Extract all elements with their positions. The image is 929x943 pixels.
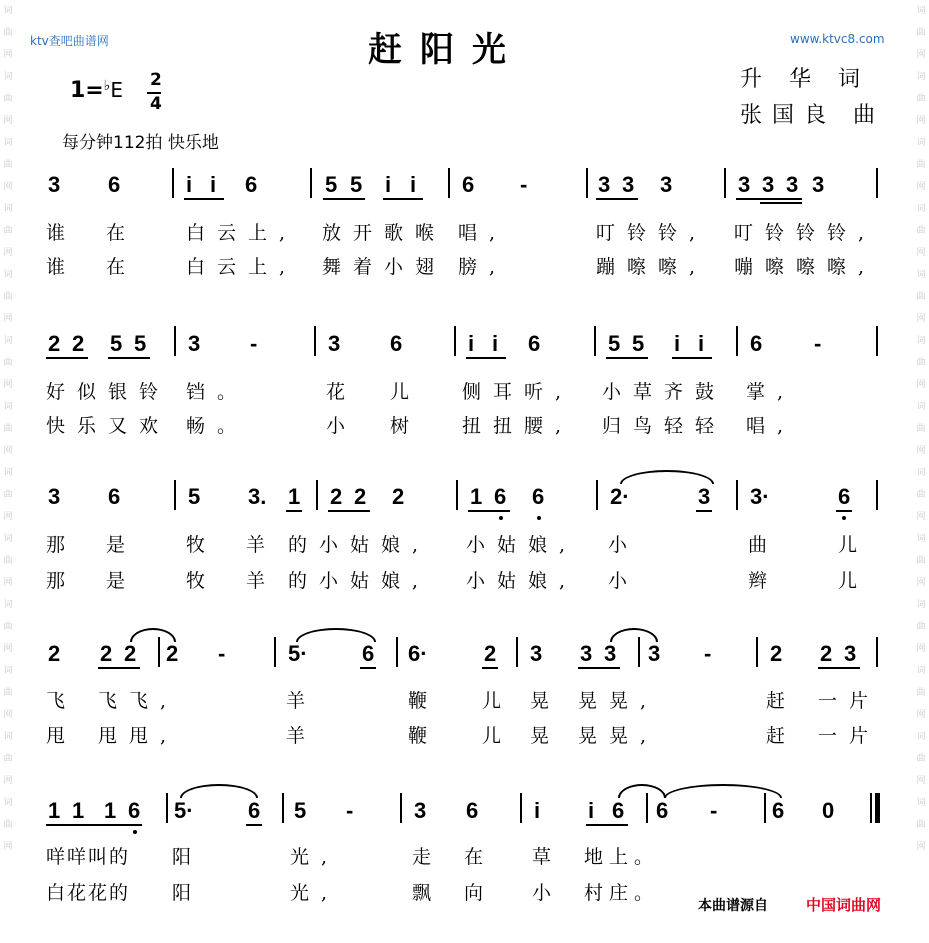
lyric: 晃 — [530, 690, 562, 712]
composer: 张国良 曲 — [740, 103, 885, 128]
lyric: 白云上, — [186, 222, 298, 244]
note: 6 — [390, 331, 403, 356]
note: 5 — [134, 331, 147, 356]
note: 0 — [822, 798, 835, 823]
lyric: 赶 — [766, 690, 798, 712]
note: 6 — [772, 798, 785, 823]
lyric: 地上。 — [584, 846, 660, 868]
lyric: 花 — [326, 381, 358, 403]
lyric: 羊 — [286, 690, 318, 712]
lyric: 谁 — [46, 256, 78, 278]
note: - — [814, 331, 822, 356]
lyric: 小姑娘, — [466, 534, 578, 556]
note: i — [468, 331, 475, 356]
underline — [328, 510, 370, 512]
note: i — [588, 798, 595, 823]
barline — [166, 793, 168, 823]
note: i — [385, 172, 392, 197]
lyric: 村庄。 — [584, 882, 660, 904]
lyric: 舞着小翅 — [322, 256, 447, 278]
source-label: 本曲谱源自 — [698, 898, 768, 914]
lyric: 咩咩叫的 — [46, 846, 131, 868]
lyric: 小姑娘, — [466, 570, 578, 592]
lyric: 晃晃, — [578, 690, 659, 712]
note: 2 — [354, 484, 367, 509]
barline — [158, 637, 160, 667]
note: 3· — [750, 484, 770, 509]
barline — [310, 168, 312, 198]
lyric: 是 — [106, 570, 138, 592]
lyric: 在 — [106, 222, 138, 244]
note: - — [520, 172, 528, 197]
note: 2 — [124, 641, 137, 666]
note: 3 — [622, 172, 635, 197]
underline — [468, 510, 510, 512]
site-left[interactable]: ktv查吧曲谱网 — [30, 34, 109, 48]
lyric: 曲 — [748, 534, 780, 556]
barline — [876, 480, 878, 510]
final-barline-thick — [875, 793, 880, 823]
note: 6 — [362, 641, 375, 666]
lyric: 晃晃, — [578, 725, 659, 747]
lyric: 的小姑娘, — [288, 570, 431, 592]
note: 6 — [466, 798, 479, 823]
lyric: 白云上, — [186, 256, 298, 278]
lyric: 快乐又欢 — [46, 415, 171, 437]
barline — [876, 168, 878, 198]
lyric: 鞭 — [408, 725, 440, 747]
lyric: 羊 — [246, 570, 278, 592]
flat-sign: ♭ — [103, 78, 111, 94]
note: 6 — [528, 331, 541, 356]
note: i — [698, 331, 705, 356]
note: 3 — [786, 172, 799, 197]
underline — [606, 357, 648, 359]
note: 5 — [325, 172, 338, 197]
barline — [454, 326, 456, 356]
note: i — [210, 172, 217, 197]
note: 1 — [470, 484, 483, 509]
note: 1 — [72, 798, 85, 823]
lyric: 向 — [464, 882, 496, 904]
note: 6 — [750, 331, 763, 356]
note: 6 — [656, 798, 669, 823]
lyric: 晃 — [530, 725, 562, 747]
note: 2 — [48, 331, 61, 356]
note: 2 — [770, 641, 783, 666]
lyric: 谁 — [46, 222, 78, 244]
note: 3 — [48, 484, 61, 509]
lyric: 一片 — [818, 725, 881, 747]
note: 3 — [48, 172, 61, 197]
underline — [108, 357, 150, 359]
note: 3 — [660, 172, 673, 197]
note: 2 — [100, 641, 113, 666]
watermark-left: 词曲网词曲网词曲网词曲网词曲网词曲网词曲网词曲网词曲网词曲网词曲网词曲网词曲网 — [3, 6, 13, 852]
lyric: 飘 — [412, 882, 444, 904]
underline — [696, 510, 712, 512]
watermark-right: 词曲网词曲网词曲网词曲网词曲网词曲网词曲网词曲网词曲网词曲网词曲网词曲网词曲网 — [916, 6, 926, 852]
lyric: 儿 — [838, 534, 870, 556]
note: - — [704, 641, 712, 666]
note: 1 — [48, 798, 61, 823]
underline — [672, 357, 712, 359]
lyric: 叮铃铃, — [596, 222, 708, 244]
tie — [180, 784, 258, 798]
lyricist: 升 华 词 — [740, 67, 870, 92]
barline — [876, 637, 878, 667]
note: 6 — [248, 798, 261, 823]
barline — [736, 326, 738, 356]
low-dot — [499, 516, 503, 520]
barline — [586, 168, 588, 198]
note: 5 — [350, 172, 363, 197]
lyric: 小 — [326, 415, 358, 437]
underline — [482, 667, 498, 669]
lyric: 小草齐鼓 — [602, 381, 727, 403]
key-do: 1= — [70, 78, 104, 103]
note: - — [346, 798, 354, 823]
lyric: 扭扭腰, — [462, 415, 574, 437]
note: i — [492, 331, 499, 356]
underline — [286, 510, 302, 512]
note: i — [534, 798, 541, 823]
note: i — [410, 172, 417, 197]
lyric: 膀, — [458, 256, 508, 278]
note: 5 — [110, 331, 123, 356]
lyric: 甩 — [46, 725, 78, 747]
lyric: 阳 — [172, 846, 204, 868]
lyric: 走 — [412, 846, 444, 868]
note: - — [218, 641, 226, 666]
low-dot — [842, 516, 846, 520]
lyric: 那 — [46, 570, 78, 592]
note: 3 — [812, 172, 825, 197]
note: i — [186, 172, 193, 197]
lyric: 侧耳听, — [462, 381, 574, 403]
note: 3 — [762, 172, 775, 197]
lyric: 草 — [532, 846, 564, 868]
lyric: 飞 — [46, 690, 78, 712]
barline — [646, 793, 648, 823]
lyric: 小 — [532, 882, 564, 904]
lyric: 光, — [290, 846, 340, 868]
note: 6· — [408, 641, 428, 666]
note: 6 — [612, 798, 625, 823]
note: 2 — [166, 641, 179, 666]
lyric: 儿 — [390, 381, 422, 403]
barline — [172, 168, 174, 198]
note: 6 — [494, 484, 507, 509]
lyric: 嘣嚓嚓嚓, — [734, 256, 877, 278]
note: 3 — [580, 641, 593, 666]
lyric: 掌, — [746, 381, 796, 403]
lyric: 归鸟轻轻 — [602, 415, 727, 437]
note: 5 — [294, 798, 307, 823]
note: 2 — [72, 331, 85, 356]
note: 5 — [608, 331, 621, 356]
time-bottom: 4 — [150, 94, 162, 114]
lyric: 羊 — [286, 725, 318, 747]
lyric: 畅。 — [186, 415, 249, 437]
tie — [618, 784, 666, 798]
note: 2 — [48, 641, 61, 666]
barline — [282, 793, 284, 823]
lyric: 放开歌喉 — [322, 222, 447, 244]
note: 2 — [392, 484, 405, 509]
lyric: 唱, — [746, 415, 796, 437]
note: 2· — [610, 484, 630, 509]
note: 5 — [632, 331, 645, 356]
lyric: 辫 — [748, 570, 780, 592]
site-right[interactable]: www.ktvc8.com — [790, 32, 885, 46]
note: 3 — [698, 484, 711, 509]
lyric: 光, — [290, 882, 340, 904]
tie — [610, 628, 658, 642]
barline — [876, 326, 878, 356]
lyric: 叮铃铃铃, — [734, 222, 877, 244]
note: 1 — [104, 798, 117, 823]
note: i — [674, 331, 681, 356]
underline — [736, 198, 802, 200]
barline — [736, 480, 738, 510]
key-signature — [70, 78, 123, 103]
barline — [456, 480, 458, 510]
note: 6 — [462, 172, 475, 197]
underline — [46, 357, 88, 359]
tie — [620, 470, 714, 484]
lyric: 小 — [608, 534, 640, 556]
note: 3 — [414, 798, 427, 823]
barline — [400, 793, 402, 823]
note: 1 — [288, 484, 301, 509]
lyric: 甩甩, — [98, 725, 179, 747]
lyric: 树 — [390, 415, 422, 437]
lyric: 一片 — [818, 690, 881, 712]
barline — [274, 637, 276, 667]
note: 6 — [108, 172, 121, 197]
tie — [296, 628, 376, 642]
lyric: 在 — [106, 256, 138, 278]
song-title: 赶阳光 — [368, 30, 524, 70]
barline — [756, 637, 758, 667]
key-tonic: E — [110, 78, 123, 102]
lyric: 在 — [464, 846, 496, 868]
lyric: 蹦嚓嚓, — [596, 256, 708, 278]
note: 3 — [530, 641, 543, 666]
note: 6 — [245, 172, 258, 197]
lyric: 的小姑娘, — [288, 534, 431, 556]
note: 5 — [188, 484, 201, 509]
note: 6 — [838, 484, 851, 509]
lyric: 唱, — [458, 222, 508, 244]
underline — [46, 824, 142, 826]
tempo-marking: 每分钟112拍 快乐地 — [62, 133, 219, 153]
lyric: 儿 — [482, 725, 514, 747]
lyric: 铛。 — [186, 381, 249, 403]
underline — [760, 202, 802, 204]
lyric: 羊 — [246, 534, 278, 556]
note: - — [250, 331, 258, 356]
tie — [130, 628, 176, 642]
barline — [314, 326, 316, 356]
lyric: 牧 — [186, 534, 218, 556]
underline — [596, 198, 638, 200]
underline — [836, 510, 852, 512]
barline — [316, 480, 318, 510]
source-site[interactable]: 中国词曲网 — [806, 896, 882, 914]
barline — [520, 793, 522, 823]
lyric: 儿 — [482, 690, 514, 712]
lyric: 好似银铃 — [46, 381, 171, 403]
underline — [323, 198, 365, 200]
lyric: 小 — [608, 570, 640, 592]
lyric: 鞭 — [408, 690, 440, 712]
underline — [184, 198, 224, 200]
note: 5· — [288, 641, 308, 666]
note: 2 — [820, 641, 833, 666]
note: 3 — [604, 641, 617, 666]
underline — [383, 198, 423, 200]
underline — [586, 824, 628, 826]
time-top: 2 — [150, 70, 162, 90]
lyric: 儿 — [838, 570, 870, 592]
note: 2 — [330, 484, 343, 509]
note: 6 — [108, 484, 121, 509]
underline — [246, 824, 262, 826]
barline — [596, 480, 598, 510]
note: 6 — [128, 798, 141, 823]
lyric: 那 — [46, 534, 78, 556]
lyric: 赶 — [766, 725, 798, 747]
note: 3 — [188, 331, 201, 356]
note: 6 — [532, 484, 545, 509]
barline — [724, 168, 726, 198]
note: 3 — [598, 172, 611, 197]
barline — [174, 480, 176, 510]
barline — [594, 326, 596, 356]
barline — [764, 793, 766, 823]
low-dot — [133, 830, 137, 834]
underline — [466, 357, 506, 359]
note: 2 — [484, 641, 497, 666]
final-barline-thin — [870, 793, 872, 823]
underline — [818, 667, 860, 669]
lyric: 白花花的 — [46, 882, 131, 904]
note: 5· — [174, 798, 194, 823]
barline — [638, 637, 640, 667]
underline — [98, 667, 140, 669]
note: - — [710, 798, 718, 823]
barline — [516, 637, 518, 667]
lyric: 牧 — [186, 570, 218, 592]
underline — [578, 667, 620, 669]
barline — [174, 326, 176, 356]
low-dot — [537, 516, 541, 520]
lyric: 阳 — [172, 882, 204, 904]
underline — [360, 667, 376, 669]
barline — [396, 637, 398, 667]
barline — [448, 168, 450, 198]
note: 3 — [648, 641, 661, 666]
note: 3 — [844, 641, 857, 666]
lyric: 飞飞, — [98, 690, 179, 712]
note: 3 — [328, 331, 341, 356]
lyric: 是 — [106, 534, 138, 556]
note: 3. — [248, 484, 267, 509]
note: 3 — [738, 172, 751, 197]
